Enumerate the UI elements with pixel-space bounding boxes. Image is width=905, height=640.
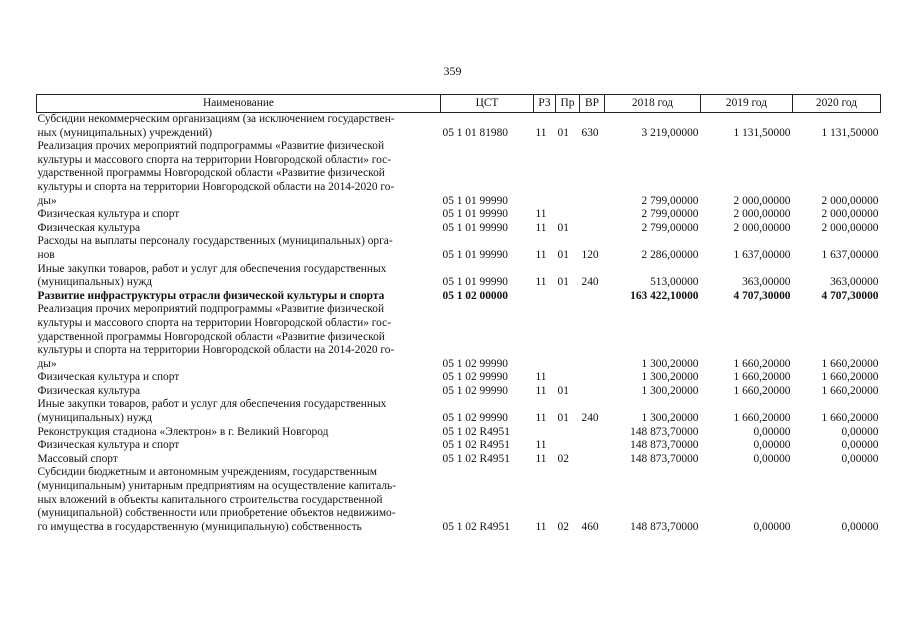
row-name-line: Физическая культура и спорт xyxy=(37,371,180,384)
row-name xyxy=(37,290,441,304)
row-cst: 05 1 01 99990 xyxy=(442,221,508,234)
row-2018: 148 873,70000 xyxy=(630,452,699,465)
row-name-line: Реализация прочих мероприятий подпрограммы «Развитие физической xyxy=(37,140,385,153)
row-2019: 363,00000 xyxy=(742,276,791,289)
row-2020: 1 660,20000 xyxy=(821,412,879,425)
row-cst: 05 1 01 99990 xyxy=(442,208,508,221)
row-name-line: культуры и спорта на территории Новгородской области на 2014-2020 го- xyxy=(37,344,395,357)
row-name-line: (муниципальных) нужд xyxy=(37,412,153,425)
row-vr xyxy=(580,303,605,371)
row-2018: 513,00000 xyxy=(650,276,699,289)
header-2019: 2019 год xyxy=(701,95,793,113)
table-row xyxy=(37,290,881,304)
row-vr xyxy=(580,208,605,222)
row-name-line: го имущества в государственную (муниципальную) собственность xyxy=(37,520,362,533)
row-2019: 1 637,00000 xyxy=(733,248,791,261)
row-name-line: Развитие инфраструктуры отрасли физической культуры и спорта xyxy=(37,289,385,302)
header-vr: ВР xyxy=(580,95,605,113)
row-2019: 0,00000 xyxy=(753,520,791,533)
row-pr xyxy=(556,290,580,304)
row-2020: 0,00000 xyxy=(841,452,879,465)
row-2018: 163 422,10000 xyxy=(630,289,699,302)
row-name xyxy=(37,140,441,208)
row-vr xyxy=(580,140,605,208)
row-name-line: нов xyxy=(37,248,55,261)
row-name-line: культуры и спорта на территории Новгородской области на 2014-2020 го- xyxy=(37,180,395,193)
table-row xyxy=(37,466,881,534)
row-name xyxy=(37,426,441,440)
row-name xyxy=(37,235,441,262)
row-2020: 0,00000 xyxy=(841,520,879,533)
row-cst: 05 1 01 99990 xyxy=(442,248,508,261)
row-2018: 148 873,70000 xyxy=(630,425,699,438)
row-2019: 2 000,00000 xyxy=(733,208,791,221)
row-cst: 05 1 02 R4951 xyxy=(442,452,510,465)
row-rz: 11 xyxy=(535,520,547,533)
row-vr xyxy=(580,385,605,399)
row-name xyxy=(37,113,441,141)
row-vr xyxy=(580,426,605,440)
row-cst: 05 1 02 R4951 xyxy=(442,439,510,452)
row-name-line: ударственной программы Новгородской области «Развитие физической xyxy=(37,167,385,180)
row-2018: 2 799,00000 xyxy=(641,221,699,234)
row-2020: 363,00000 xyxy=(830,276,879,289)
row-2018: 2 286,00000 xyxy=(641,248,699,261)
row-cst: 05 1 02 99990 xyxy=(442,412,508,425)
table-row xyxy=(37,263,881,290)
table-body xyxy=(37,113,881,535)
row-rz xyxy=(534,290,556,304)
row-name-line: Расходы на выплаты персоналу государственных (муниципальных) орга- xyxy=(37,235,393,248)
row-2020: 0,00000 xyxy=(841,439,879,452)
row-2020: 1 660,20000 xyxy=(821,384,879,397)
row-rz: 11 xyxy=(535,221,547,234)
row-vr xyxy=(580,453,605,467)
row-2019: 1 660,20000 xyxy=(733,357,791,370)
row-name-line: Физическая культура и спорт xyxy=(37,208,180,221)
table-header-row xyxy=(37,95,881,113)
row-name-line: Субсидии некоммерческим организациям (за исключением государствен- xyxy=(37,113,395,125)
row-cst: 05 1 02 99990 xyxy=(442,357,508,370)
row-name-line: Иные закупки товаров, работ и услуг для обеспечения государственных xyxy=(37,262,387,275)
row-name-line: Физическая культура xyxy=(37,384,141,397)
header-name: Наименование xyxy=(37,95,441,113)
row-vr xyxy=(580,371,605,385)
row-name-line: Иные закупки товаров, работ и услуг для обеспечения государственных xyxy=(37,398,387,411)
row-2019: 2 000,00000 xyxy=(733,194,791,207)
row-cst: 05 1 02 R4951 xyxy=(442,520,510,533)
row-rz: 11 xyxy=(535,126,547,139)
row-name xyxy=(37,208,441,222)
row-name-line: ударственной программы Новгородской области «Развитие физической xyxy=(37,330,385,343)
row-pr: 01 xyxy=(557,248,569,261)
row-rz: 11 xyxy=(535,384,547,397)
row-pr xyxy=(556,439,580,453)
row-name-line: (муниципальной) собственности или приобретение объектов недвижимо- xyxy=(37,507,396,520)
row-2018: 148 873,70000 xyxy=(630,520,699,533)
row-rz: 11 xyxy=(535,208,547,221)
table-row xyxy=(37,439,881,453)
row-cst: 05 1 02 99990 xyxy=(442,371,508,384)
header-cst: ЦСТ xyxy=(441,95,534,113)
row-rz xyxy=(534,140,556,208)
row-pr: 01 xyxy=(557,276,569,289)
row-2018: 3 219,00000 xyxy=(641,126,699,139)
row-2019: 0,00000 xyxy=(753,425,791,438)
table-row xyxy=(37,426,881,440)
row-name xyxy=(37,263,441,290)
row-2020: 4 707,30000 xyxy=(821,289,879,302)
header-pr: Пр xyxy=(556,95,580,113)
row-2020: 1 660,20000 xyxy=(821,357,879,370)
row-rz: 11 xyxy=(535,412,547,425)
row-name-line: ных вложений в объекты капитального строительства государственной xyxy=(37,493,383,506)
row-pr xyxy=(556,371,580,385)
row-2019: 1 131,50000 xyxy=(733,126,791,139)
row-vr xyxy=(580,439,605,453)
row-2020: 2 000,00000 xyxy=(821,208,879,221)
row-rz: 11 xyxy=(535,371,547,384)
header-2018: 2018 год xyxy=(605,95,701,113)
row-pr xyxy=(556,208,580,222)
row-name xyxy=(37,439,441,453)
row-2019: 1 660,20000 xyxy=(733,384,791,397)
row-vr: 630 xyxy=(581,126,599,139)
row-name-line: ды» xyxy=(37,357,57,370)
table-row xyxy=(37,371,881,385)
row-2020: 1 660,20000 xyxy=(821,371,879,384)
row-2020: 1 131,50000 xyxy=(821,126,879,139)
row-name xyxy=(37,371,441,385)
table-row xyxy=(37,222,881,236)
row-name xyxy=(37,398,441,425)
row-pr xyxy=(556,303,580,371)
row-cst: 05 1 02 R4951 xyxy=(442,425,510,438)
row-vr xyxy=(580,290,605,304)
row-pr: 01 xyxy=(557,412,569,425)
row-name-line: ды» xyxy=(37,194,57,207)
row-name-line: культуры и массового спорта на территории Новгородской области» гос- xyxy=(37,153,392,166)
row-2020: 1 637,00000 xyxy=(821,248,879,261)
row-rz xyxy=(534,426,556,440)
row-name-line: Физическая культура и спорт xyxy=(37,439,180,452)
row-pr: 02 xyxy=(557,452,569,465)
row-2018: 1 300,20000 xyxy=(641,412,699,425)
row-name-line: Реконструкция стадиона «Электрон» в г. Великий Новгород xyxy=(37,425,329,438)
table-row xyxy=(37,235,881,262)
row-cst: 05 1 01 99990 xyxy=(442,194,508,207)
row-name-line: Субсидии бюджетным и автономным учреждениям, государственным xyxy=(37,466,377,479)
table-row xyxy=(37,453,881,467)
row-2018: 1 300,20000 xyxy=(641,371,699,384)
row-cst: 05 1 02 99990 xyxy=(442,384,508,397)
row-2018: 2 799,00000 xyxy=(641,194,699,207)
row-vr xyxy=(580,222,605,236)
row-vr: 460 xyxy=(581,520,599,533)
row-2019: 4 707,30000 xyxy=(733,289,791,302)
row-pr: 01 xyxy=(557,384,569,397)
row-name xyxy=(37,385,441,399)
row-pr: 01 xyxy=(557,126,569,139)
table-row xyxy=(37,140,881,208)
row-cst: 05 1 02 00000 xyxy=(442,289,508,302)
row-name-line: Физическая культура xyxy=(37,221,141,234)
row-2019: 1 660,20000 xyxy=(733,412,791,425)
row-rz: 11 xyxy=(535,248,547,261)
table-row xyxy=(37,303,881,371)
row-name xyxy=(37,222,441,236)
row-2019: 1 660,20000 xyxy=(733,371,791,384)
row-cst: 05 1 01 99990 xyxy=(442,276,508,289)
row-2018: 1 300,20000 xyxy=(641,357,699,370)
row-name xyxy=(37,466,441,534)
row-name xyxy=(37,303,441,371)
table-row xyxy=(37,208,881,222)
row-2018: 1 300,20000 xyxy=(641,384,699,397)
row-name-line: Массовый спорт xyxy=(37,452,118,465)
row-pr: 02 xyxy=(557,520,569,533)
row-2020: 2 000,00000 xyxy=(821,221,879,234)
row-2018: 2 799,00000 xyxy=(641,208,699,221)
row-cst: 05 1 01 81980 xyxy=(442,126,508,139)
row-name xyxy=(37,453,441,467)
row-name-line: (муниципальным) унитарным предприятиям на осуществление капиталь- xyxy=(37,480,397,493)
row-2019: 2 000,00000 xyxy=(733,221,791,234)
row-2019: 0,00000 xyxy=(753,452,791,465)
row-vr: 240 xyxy=(581,412,599,425)
row-2018: 148 873,70000 xyxy=(630,439,699,452)
row-2019: 0,00000 xyxy=(753,439,791,452)
row-2020: 0,00000 xyxy=(841,425,879,438)
row-pr xyxy=(556,426,580,440)
header-rz: РЗ xyxy=(534,95,556,113)
row-pr xyxy=(556,140,580,208)
table-row xyxy=(37,385,881,399)
budget-table xyxy=(36,94,881,534)
row-rz xyxy=(534,303,556,371)
row-pr: 01 xyxy=(557,221,569,234)
row-2020: 2 000,00000 xyxy=(821,194,879,207)
row-name-line: Реализация прочих мероприятий подпрограммы «Развитие физической xyxy=(37,303,385,316)
header-2020: 2020 год xyxy=(793,95,881,113)
table-row xyxy=(37,398,881,425)
row-name-line: (муниципальных) нужд xyxy=(37,276,153,289)
row-name-line: культуры и массового спорта на территории Новгородской области» гос- xyxy=(37,316,392,329)
page-number: 359 xyxy=(443,64,462,78)
row-rz: 11 xyxy=(535,452,547,465)
row-rz: 11 xyxy=(535,439,547,452)
table-row xyxy=(37,113,881,141)
row-rz: 11 xyxy=(535,276,547,289)
row-vr: 120 xyxy=(581,248,599,261)
row-name-line: ных (муниципальных) учреждений) xyxy=(37,126,213,139)
row-vr: 240 xyxy=(581,276,599,289)
